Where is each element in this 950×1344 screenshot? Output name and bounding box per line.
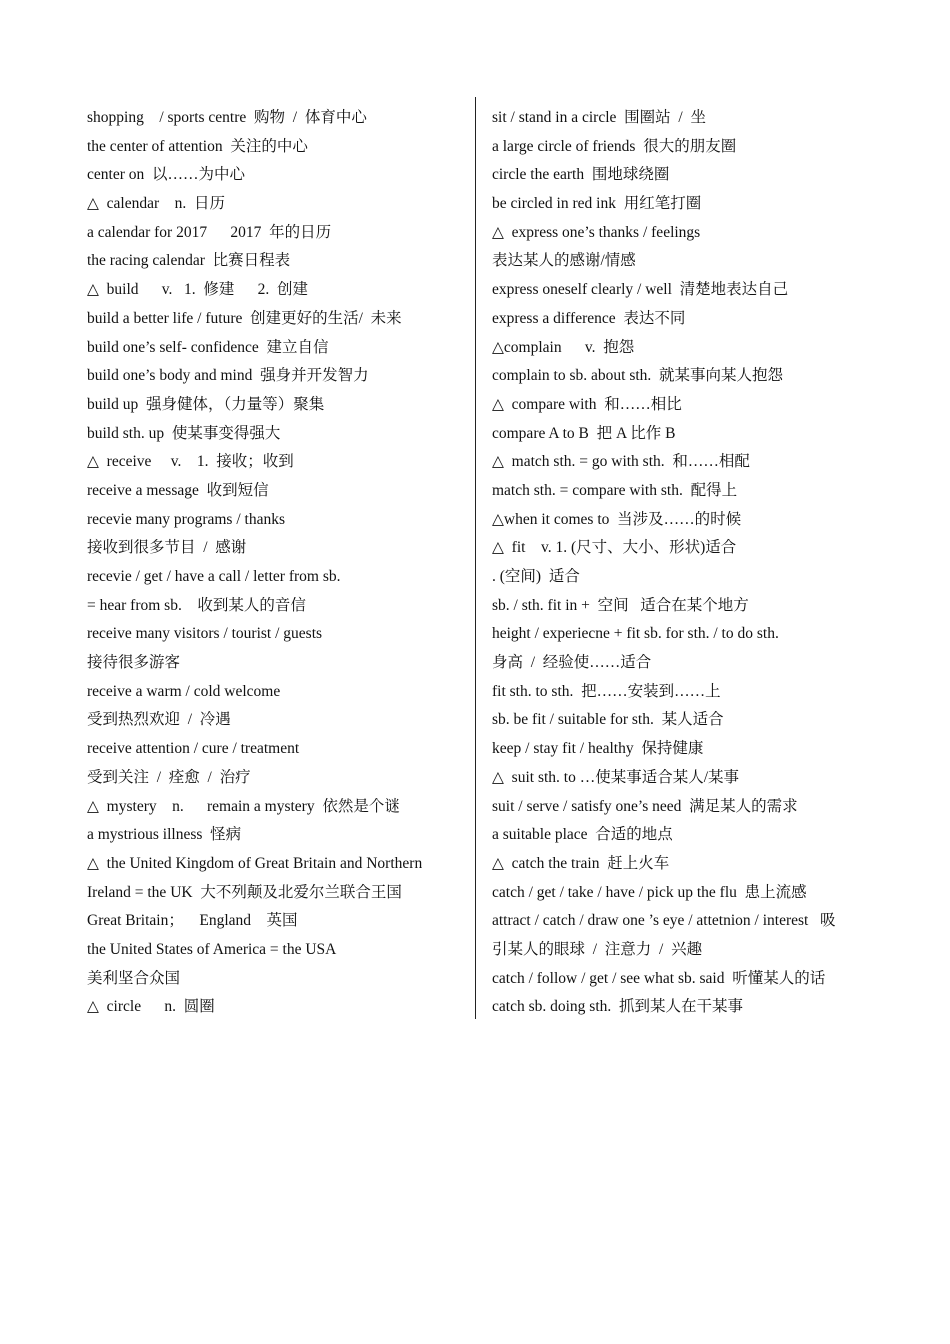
vocab-line: △ receive v. 1. 接收；收到 xyxy=(87,453,294,471)
vocab-line: recevie many programs / thanks xyxy=(87,510,285,528)
vocab-line: express oneself clearly / well 清楚地表达自己 xyxy=(492,281,789,299)
vocab-line: be circled in red ink 用红笔打圈 xyxy=(492,195,702,213)
vocab-line: △complain v. 抱怨 xyxy=(492,338,635,356)
vocab-line: height / experiecne + fit sb. for sth. / to do sth. xyxy=(492,625,779,643)
vocab-line: catch / follow / get / see what sb. said 听懂某人的话 xyxy=(492,969,826,987)
vocab-line: shopping / sports centre 购物 / 体育中心 xyxy=(87,109,367,126)
vocab-line: △ suit sth. to …使某事适合某人/某事 xyxy=(492,768,740,786)
vocab-line: suit / serve / satisfy one’s need 满足某人的需求 xyxy=(492,797,798,815)
vocab-line: a calendar for 2017 2017 年的日历 xyxy=(87,223,332,241)
vocab-line: sit / stand in a circle 围圈站 / 坐 xyxy=(492,109,706,126)
vocab-line: the United States of America = the USA xyxy=(87,940,337,958)
vocab-line: compare A to B 把 A 比作 B xyxy=(492,424,676,442)
vocab-line: keep / stay fit / healthy 保持健康 xyxy=(492,740,704,758)
vocab-line: build up 强身健体，（力量等）聚集 xyxy=(87,395,325,413)
vocab-line: receive a warm / cold welcome xyxy=(87,682,281,700)
vocab-line: △ match sth. = go with sth. 和……相配 xyxy=(492,453,750,471)
vocab-line: catch / get / take / have / pick up the flu 患上流感 xyxy=(492,883,807,901)
vocab-line: 引某人的眼球 / 注意力 / 兴趣 xyxy=(492,940,703,958)
vocab-line: 受到热烈欢迎 / 冷遇 xyxy=(87,711,231,729)
vocab-line: recevie / get / have a call / letter from sb. xyxy=(87,568,341,585)
vocab-line: catch sb. doing sth. 抓到某人在干某事 xyxy=(492,998,743,1016)
vocab-line: 接待很多游客 xyxy=(87,654,181,672)
vocab-line: receive many visitors / tourist / guests xyxy=(87,625,323,643)
vocab-line: attract / catch / draw one ’s eye / attetnion / interest 吸 xyxy=(492,912,836,930)
vocab-line: . (空间) 适合 xyxy=(492,568,580,585)
vocab-line: sb. / sth. fit in + 空间 适合在某个地方 xyxy=(492,596,749,614)
vocab-line: express a difference 表达不同 xyxy=(492,309,686,327)
vocab-line: △ build v. 1. 修建 2. 创建 xyxy=(87,281,309,299)
vocab-line: △ catch the train 赶上火车 xyxy=(492,854,670,872)
vocab-line: the racing calendar 比赛日程表 xyxy=(87,252,291,270)
vocab-line: 身高 / 经验使……适合 xyxy=(492,654,652,672)
vocab-line: build one’s body and mind 强身并开发智力 xyxy=(87,367,369,385)
vocab-line: match sth. = compare with sth. 配得上 xyxy=(492,481,738,499)
vocab-line: a large circle of friends 很大的朋友圈 xyxy=(492,137,737,155)
vocab-line: △ mystery n. remain a mystery 依然是个谜 xyxy=(87,797,400,815)
vocab-line: a suitable place 合适的地点 xyxy=(492,826,673,844)
column-divider xyxy=(475,97,476,1019)
vocab-line: a mystrious illness 怪病 xyxy=(87,826,242,844)
vocab-line: sb. be fit / suitable for sth. 某人适合 xyxy=(492,711,724,729)
vocab-line: center on 以……为中心 xyxy=(87,166,245,184)
vocab-line: △ the United Kingdom of Great Britain and Northern xyxy=(87,854,423,872)
vocab-line: complain to sb. about sth. 就某事向某人抱怨 xyxy=(492,367,784,385)
vocab-line: = hear from sb. 收到某人的音信 xyxy=(87,596,306,614)
vocab-line: receive a message 收到短信 xyxy=(87,481,269,499)
vocab-line: receive attention / cure / treatment xyxy=(87,740,300,758)
vocab-line: build sth. up 使某事变得强大 xyxy=(87,424,281,442)
vocab-line: △ express one’s thanks / feelings xyxy=(492,223,701,241)
vocab-line: build one’s self- confidence 建立自信 xyxy=(87,338,329,356)
vocab-line: circle the earth 围地球绕圈 xyxy=(492,166,670,184)
right-column xyxy=(492,104,882,1022)
vocab-line: 表达某人的感谢/情感 xyxy=(492,252,636,270)
vocab-line: △ compare with 和……相比 xyxy=(492,395,682,413)
vocab-line: △ fit v. 1. (尺寸、大小、形状)适合 xyxy=(492,539,737,557)
vocab-line: △when it comes to 当涉及……的时候 xyxy=(492,510,742,528)
vocab-line: build a better life / future 创建更好的生活/ 未来 xyxy=(87,309,402,327)
vocab-line: Great Britain； England 英国 xyxy=(87,912,298,930)
vocab-line: Ireland = the UK 大不列颠及北爱尔兰联合王国 xyxy=(87,883,402,901)
vocab-line: fit sth. to sth. 把……安装到……上 xyxy=(492,682,721,700)
left-column xyxy=(87,104,467,1022)
vocab-line: the center of attention 关注的中心 xyxy=(87,137,308,155)
vocab-line: 美利坚合众国 xyxy=(87,969,181,987)
vocab-line: 接收到很多节目 / 感谢 xyxy=(87,539,247,557)
vocab-line: △ calendar n. 日历 xyxy=(87,195,226,213)
vocab-line: △ circle n. 圆圈 xyxy=(87,998,215,1016)
vocab-line: 受到关注 / 痊愈 / 治疗 xyxy=(87,768,251,786)
